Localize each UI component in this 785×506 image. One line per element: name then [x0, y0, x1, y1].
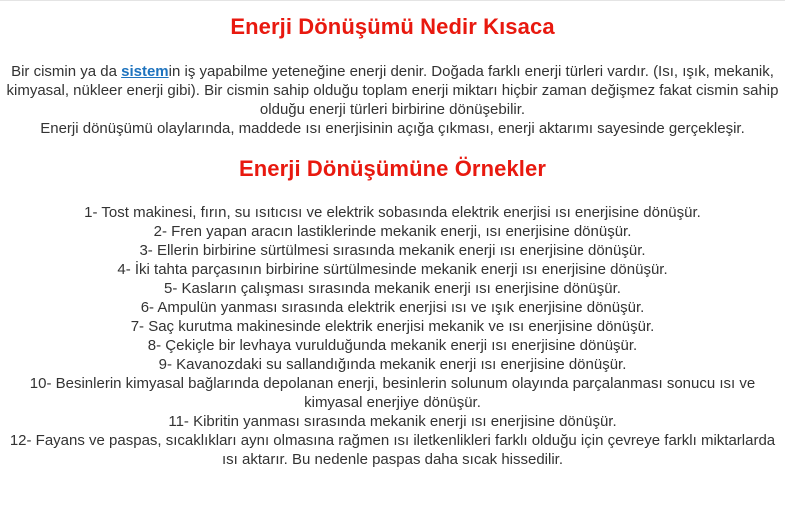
- list-item: 10- Besinlerin kimyasal bağlarında depolanan enerji, besinlerin solunum olayında parçalanması sonucu ısı ve kimyasal enerjiye dönüşür.: [29, 375, 756, 411]
- examples-heading: Enerji Dönüşümüne Örnekler: [238, 156, 546, 181]
- list-item: 8- Çekiçle bir levhaya vurulduğunda mekanik enerji ısı enerjisine dönüşür.: [147, 337, 638, 354]
- intro-line-2: Enerji dönüşümü olaylarında, maddede ısı enerjisinin açığa çıkması, enerji aktarımı sayesinde gerçekleşir.: [40, 120, 745, 137]
- list-item: 2- Fren yapan aracın lastiklerinde mekanik enerji, ısı enerjisine dönüşür.: [153, 223, 632, 240]
- list-item: 11- Kibritin yanması sırasında mekanik enerji ısı enerjisine dönüşür.: [168, 413, 617, 430]
- list-item: 9- Kavanozdaki su sallandığında mekanik enerji ısı enerjisine dönüşür.: [158, 356, 627, 373]
- intro-lead: Bir cismin ya da: [11, 63, 122, 80]
- examples-list: [0, 203, 785, 469]
- intro-text: in iş yapabilme yeteneğine enerji denir. Doğada farklı enerji türleri vardır. (Isı, ışık, mekanik, kimyasal, nükleer enerji gibi). Bir cismin sahip olduğu toplam enerji miktarı hiçbir zaman değişmez fakat cismin sahip olduğu enerji türleri birbirine dönüşebilir.: [6, 63, 779, 118]
- top-divider: [0, 0, 785, 1]
- page-title: Enerji Dönüşümü Nedir Kısaca: [230, 14, 555, 39]
- list-item: 7- Saç kurutma makinesinde elektrik enerjisi mekanik ve ısı enerjisine dönüşür.: [130, 318, 655, 335]
- list-item: 5- Kasların çalışması sırasında mekanik enerji ısı enerjisine dönüşür.: [164, 280, 621, 297]
- list-item: 6- Ampulün yanması sırasında elektrik enerjisi ısı ve ışık enerjisine dönüşür.: [140, 299, 645, 316]
- list-item: 1- Tost makinesi, fırın, su ısıtıcısı ve elektrik sobasında elektrik enerjisi ısı enerjisine dönüşür.: [84, 204, 701, 221]
- list-item: 3- Ellerin birbirine sürtülmesi sırasında mekanik enerji ısı enerjisine dönüşür.: [139, 242, 646, 259]
- sistem-link[interactable]: sistem: [121, 63, 169, 80]
- list-item: 4- İki tahta parçasının birbirine sürtülmesinde mekanik enerji ısı enerjisine dönüşür.: [117, 261, 668, 278]
- list-item: 12- Fayans ve paspas, sıcaklıkları aynı olmasına rağmen ısı iletkenlikleri farklı olduğu için çevreye farklı miktarlarda ısı aktarır. Bu nedenle paspas daha sıcak hissedilir.: [9, 432, 776, 468]
- intro-paragraph: [0, 62, 785, 138]
